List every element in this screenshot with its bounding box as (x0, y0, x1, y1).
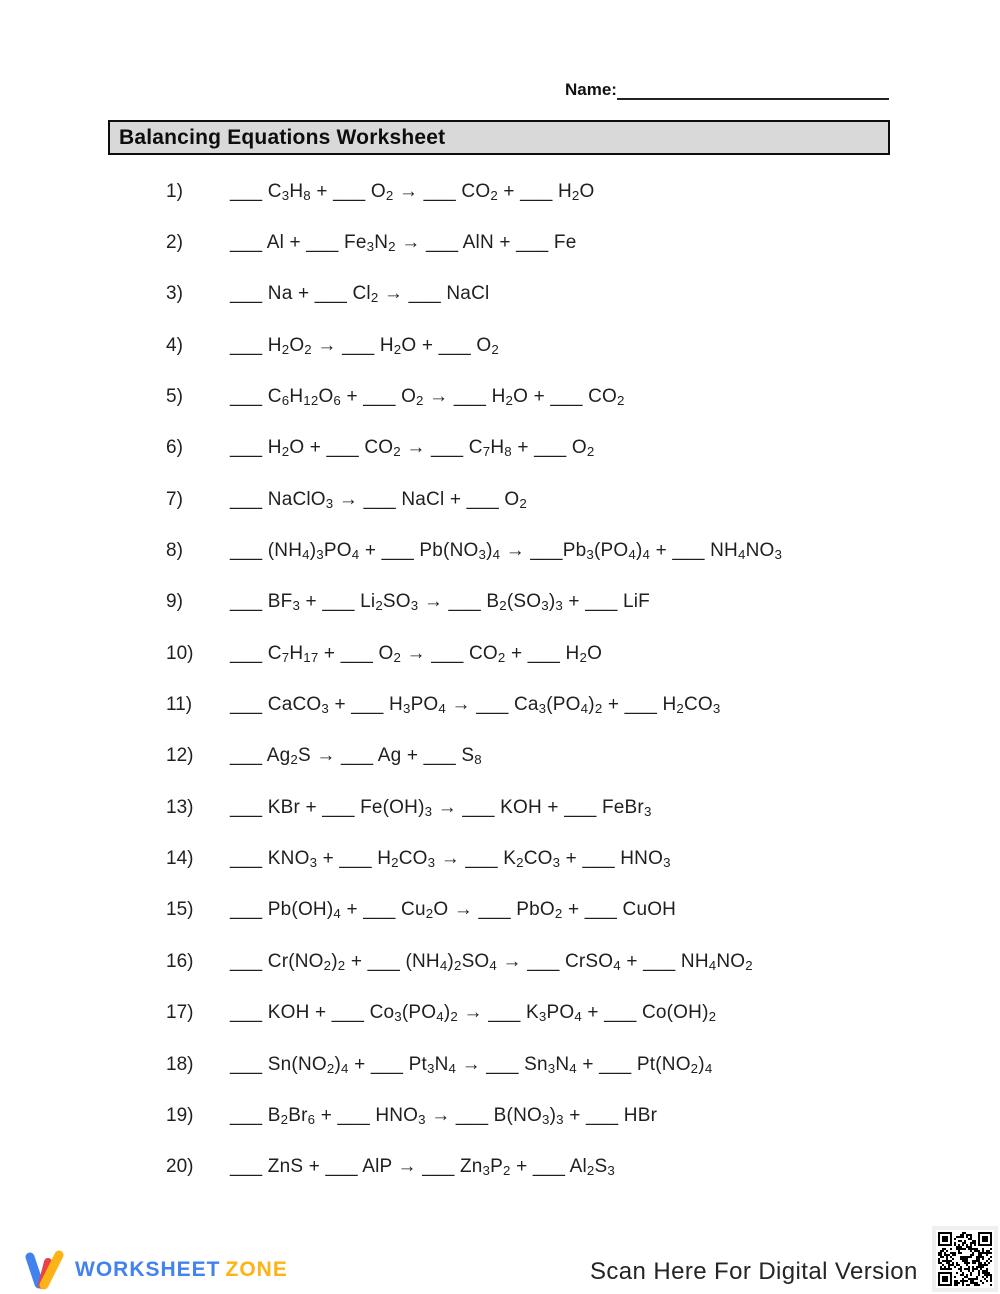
equation-number: 8) (166, 540, 183, 562)
logo-w-icon (22, 1248, 66, 1292)
equation-text: ___ NaClO$_3$ → ___ NaCl + ___ $O_2$ (230, 488, 527, 511)
equation-row (166, 217, 966, 268)
equation-number: 7) (166, 488, 183, 510)
equation-number: 13) (166, 796, 194, 818)
equation-text: ___ $KNO_3$ + ___ $H_2CO_3$ → ___ $K_2CO_3$ + ___ $HNO_3$ (230, 848, 671, 871)
equation-row (166, 782, 966, 833)
equation-number: 15) (166, 899, 194, 921)
equation-row (166, 269, 966, 320)
equation-number: 12) (166, 745, 194, 767)
equation-text: ___ $Cr(NO_2)_2$ + ___ $(NH_4)_2SO_4$ → ___ CrSO$_4$ + ___ $NH_4NO_2$ (230, 950, 753, 973)
equation-number: 10) (166, 642, 194, 664)
equation-row (166, 166, 966, 217)
logo-text-worksheet: WORKSHEET (75, 1258, 221, 1281)
page-title: Balancing Equations Worksheet (119, 125, 446, 149)
equation-row (166, 628, 966, 679)
equation-row (166, 474, 966, 525)
equation-number: 6) (166, 437, 183, 459)
equation-number: 4) (166, 334, 183, 356)
equation-text: ___ $H_2O$ + ___ $CO_2$ → ___ $C_7H_8$ + ___ $O_2$ (230, 437, 595, 460)
equation-text: ___ $Ag_2S$ → ___ Ag + ___ $S_8$ (230, 745, 482, 768)
logo-text-zone: ZONE (225, 1258, 288, 1281)
equation-number: 20) (166, 1156, 194, 1178)
equation-number: 9) (166, 591, 183, 613)
equation-text: ___ $C_6H_{12}O_6$ + ___ $O_2$ → ___ $H_2O$ + ___ $CO_2$ (230, 386, 625, 408)
worksheetzone-logo (22, 1248, 288, 1292)
equation-row (166, 936, 966, 987)
name-row (565, 80, 889, 100)
equation-text: ___ KBr + ___ $Fe(OH)_3$ → ___ KOH + ___ FeBr$_3$ (230, 796, 652, 819)
equation-text: ___ $Pb(OH)_4$ + ___ $Cu_2O$ → ___ PbO$_2$ + ___ CuOH (230, 899, 677, 922)
equation-number: 14) (166, 848, 194, 870)
equation-row (166, 1090, 966, 1141)
equation-row (166, 988, 966, 1039)
equation-text: ___ $C_3H_8$ + ___ $O_2$ → ___ $CO_2$ + ___ $H_2O$ (230, 180, 595, 203)
qr-code (936, 1230, 994, 1288)
equation-number: 17) (166, 1002, 194, 1024)
equation-text: ___ Na + ___ $Cl_2$ → ___ NaCl (230, 283, 490, 306)
equation-text: ___ $Sn(NO_2)_4$ + ___ $Pt_3N_4$ → ___ $Sn_3N_4$ + ___ $Pt(NO_2)_4$ (230, 1053, 713, 1076)
equation-number: 16) (166, 950, 194, 972)
equation-number: 5) (166, 386, 183, 408)
equation-text: ___ $C_7H_{17}$ + ___ $O_2$ → ___ $CO_2$ + ___ $H_2O$ (230, 642, 603, 665)
equations-list (166, 166, 966, 1193)
equation-row (166, 885, 966, 936)
equation-number: 3) (166, 283, 183, 305)
name-label: Name: (565, 80, 617, 99)
name-line (617, 82, 889, 100)
equation-row (166, 731, 966, 782)
scan-here-text: Scan Here For Digital Version (590, 1258, 918, 1285)
equation-number: 2) (166, 232, 183, 254)
equation-row (166, 577, 966, 628)
equation-text: ___ Al + ___ $Fe_3N_2$ → ___ AlN + ___ Fe (230, 232, 577, 254)
equation-text: ___ $BF_3$ + ___ $Li_2SO_3$ → ___ $B_2(SO_3)_3$ + ___ LiF (230, 591, 650, 614)
equation-number: 19) (166, 1104, 194, 1126)
qr-code-container (932, 1226, 998, 1292)
equation-row (166, 525, 966, 576)
equation-number: 1) (166, 180, 183, 202)
equation-number: 11) (166, 694, 193, 716)
equation-row (166, 1142, 966, 1193)
equation-number: 18) (166, 1053, 194, 1075)
equation-row (166, 833, 966, 884)
equation-text: ___ $B_2Br_6$ + ___ $HNO_3$ → ___ $B(NO_3)_3$ + ___ HBr (230, 1104, 658, 1127)
equation-text: ___ KOH + ___ $Co_3(PO_4)_2$ → ___ $K_3PO_4$ + ___ $Co(OH)_2$ (230, 1002, 717, 1025)
equation-text: ___ $(NH_4)_3PO_4$ + ___ $Pb(NO_3)_4$ → $\_\_\_Pb_3(PO_4)_4$ + ___ $NH_4NO_3$ (230, 540, 783, 562)
equation-row (166, 679, 966, 730)
equation-row (166, 320, 966, 371)
equation-row (166, 423, 966, 474)
title-bar (108, 120, 890, 155)
equation-text: ___ CaCO$_3$ + ___ $H_3PO_4$ → ___ $Ca_3(PO_4)_2$ + ___ $H_2CO_3$ (230, 694, 721, 717)
equation-row (166, 1039, 966, 1090)
equation-text: ___ $H_2O_2$ → ___ $H_2O$ + ___ $O_2$ (230, 334, 499, 357)
equation-text: ___ ZnS + ___ AlP → ___ $Zn_3P_2$ + ___ $Al_2S_3$ (230, 1156, 616, 1179)
equation-row (166, 371, 966, 422)
